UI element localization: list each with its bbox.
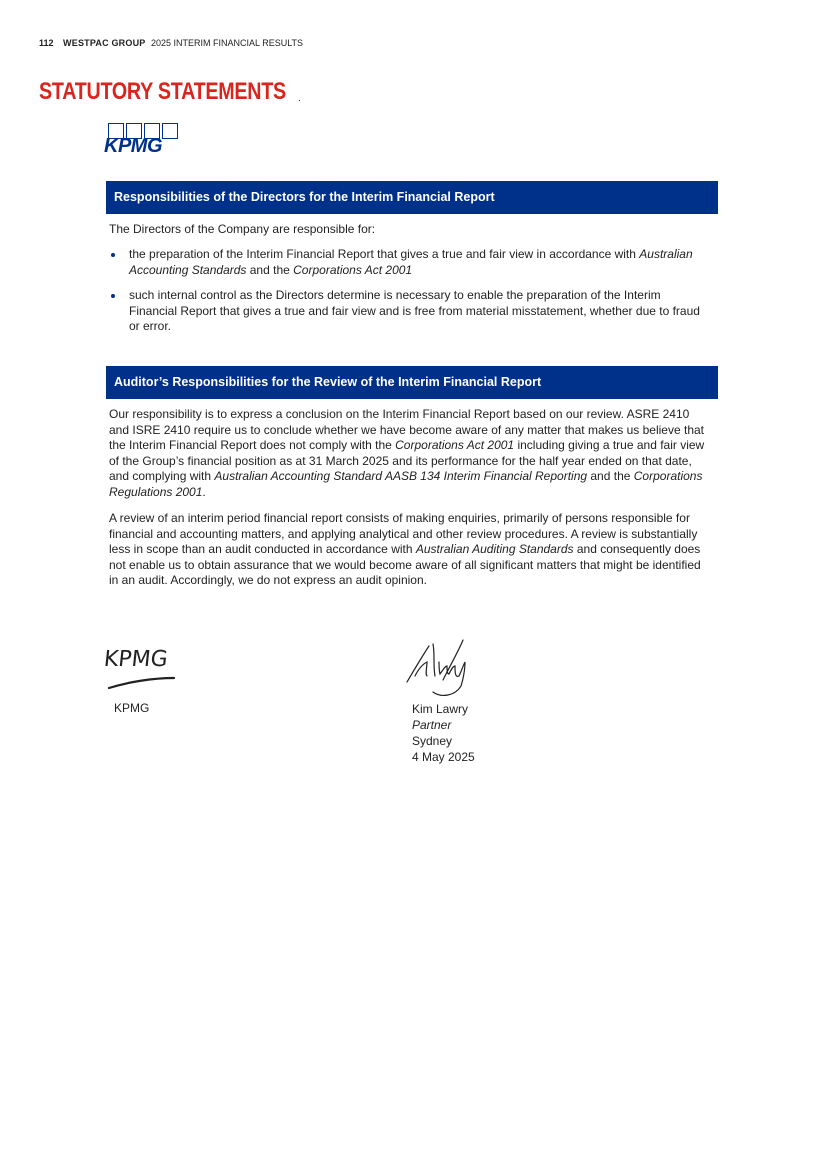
partner-signature bbox=[403, 636, 475, 700]
header-brand: WESTPAC GROUP bbox=[63, 38, 146, 48]
directors-intro: The Directors of the Company are responsible for: bbox=[109, 222, 376, 236]
directors-responsibilities-list bbox=[109, 247, 709, 345]
auditor-paragraph-2: A review of an interim period financial report consists of making enquiries, primarily of persons responsible for financial and accounting matters, and applying analytical and other review procedures. A review is substantially less in scope than an audit conducted in accordance with Australian Auditing Standards and consequently does not enable us to obtain assurance that we would become aware of all significant matters that might be identified in an audit. Accordingly, we do not express an audit opinion. bbox=[109, 511, 701, 587]
header-report-title: 2025 INTERIM FINANCIAL RESULTS bbox=[151, 38, 304, 48]
partner-title: Partner bbox=[412, 718, 452, 732]
page-title: STATUTORY STATEMENTS bbox=[39, 78, 286, 105]
logo-wordmark: KPMG bbox=[104, 135, 162, 156]
page-number: 112 bbox=[39, 38, 54, 48]
kpmg-signature bbox=[103, 640, 183, 694]
list-item: the preparation of the Interim Financial Report that gives a true and fair view in accordance with Australian Accounting Standards and the Corporations Act 2001 bbox=[109, 247, 709, 278]
list-item: such internal control as the Directors determine is necessary to enable the preparation of the Interim Financial Report that gives a true and fair view and is free from material misstatement, whether due to fraud or error. bbox=[109, 288, 709, 335]
page-header bbox=[39, 38, 303, 48]
auditor-responsibilities-heading: Auditor’s Responsibilities for the Review of the Interim Financial Report bbox=[106, 366, 718, 399]
auditor-paragraph-1: Our responsibility is to express a conclusion on the Interim Financial Report based on our review. ASRE 2410 and ISRE 2410 require us to conclude whether we have become aware of any matter that makes us believe that the Interim Financial Report does not comply with the Corporations Act 2001 including giving a true and fair view of the Group’s financial position as at 31 March 2025 and its performance for the half year ended on that date, and complying with Australian Accounting Standard AASB 134 Interim Financial Reporting and the Corporations Regulations 2001. bbox=[109, 407, 705, 499]
directors-responsibilities-heading: Responsibilities of the Directors for the Interim Financial Report bbox=[106, 181, 718, 214]
bullet-icon bbox=[111, 253, 115, 257]
svg-text:KPMG: KPMG bbox=[103, 647, 169, 672]
firm-name: KPMG bbox=[114, 701, 150, 715]
partner-name: Kim Lawry bbox=[412, 702, 469, 716]
partner-details bbox=[412, 701, 475, 765]
signing-location: Sydney bbox=[412, 734, 453, 748]
signing-date: 4 May 2025 bbox=[412, 750, 475, 764]
bullet-icon bbox=[111, 294, 115, 298]
kpmg-logo bbox=[103, 122, 179, 156]
decorative-dot bbox=[299, 100, 300, 101]
